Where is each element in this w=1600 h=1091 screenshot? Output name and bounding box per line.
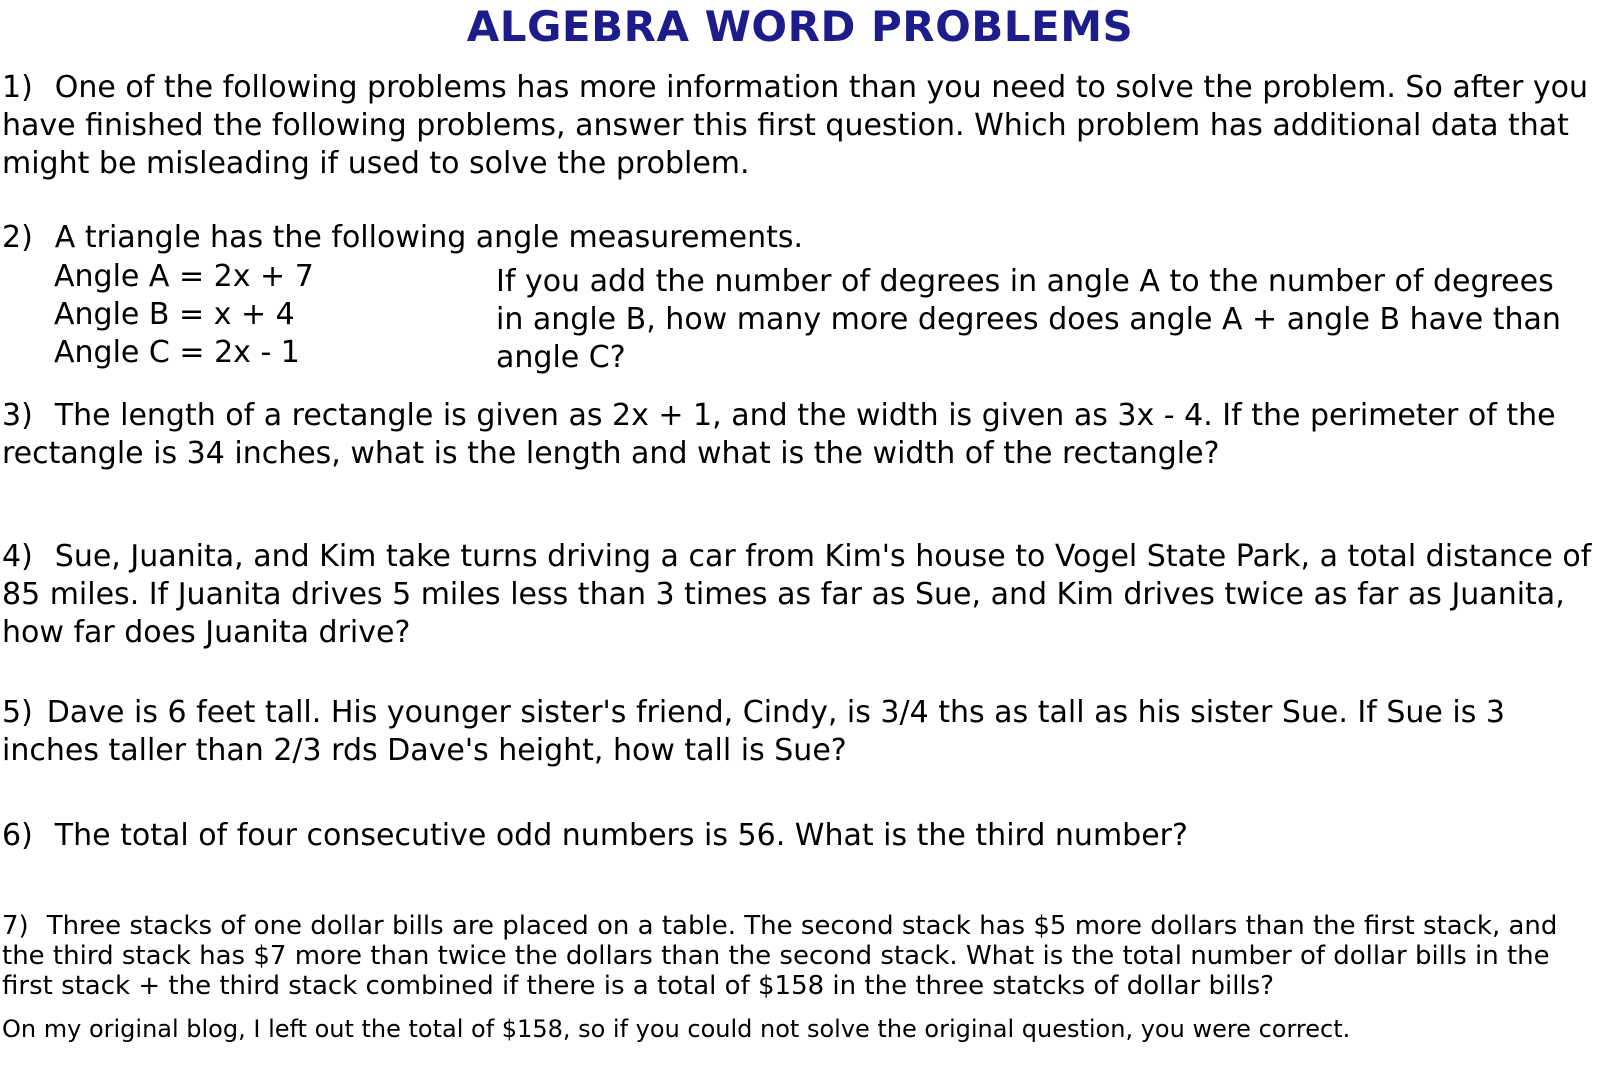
problem-2: [2, 219, 1592, 257]
problem-4: [2, 538, 1592, 652]
problem-number: 7): [2, 911, 29, 941]
problem-number: 4): [2, 539, 33, 574]
problem-5: [2, 694, 1592, 770]
problem-3: [2, 397, 1592, 473]
angle-c: Angle C = 2x - 1: [54, 335, 300, 370]
problem-number: 3): [2, 398, 33, 433]
author-note: On my original blog, I left out the total of $158, so if you could not solve the original question, you were correct.: [2, 1015, 1351, 1043]
problem-text: Dave is 6 feet tall. His younger sister's friend, Cindy, is 3/4 ths as tall as his sister Sue. If Sue is 3 inches taller than 2/3 rds Dave's height, how tall is Sue?: [2, 695, 1506, 768]
problem-6: [2, 817, 1592, 855]
angle-list: [54, 258, 314, 372]
problem-number: 1): [2, 70, 33, 105]
problem-number: 6): [2, 818, 33, 853]
problem-text: The length of a rectangle is given as 2x + 1, and the width is given as 3x - 4. If the perimeter of the rectangle is 34 inches, what is the length and what is the width of the rectangle?: [2, 398, 1556, 471]
problem-text: A triangle has the following angle measurements.: [54, 220, 804, 255]
problem-number: 2): [2, 220, 33, 255]
problem-7: [2, 911, 1592, 1001]
problem-number: 5): [2, 695, 33, 730]
angle-b: Angle B = x + 4: [54, 297, 295, 332]
angle-a: Angle A = 2x + 7: [54, 259, 314, 294]
page-title: ALGEBRA WORD PROBLEMS: [466, 2, 1134, 51]
angle-question: If you add the number of degrees in angle A to the number of degrees in angle B, how many more degrees does angle A + angle B have than angle C?: [496, 264, 1561, 375]
problem-1: [2, 69, 1592, 183]
problem-text: One of the following problems has more information than you need to solve the problem. So after you have finished the following problems, answer this first question. Which problem has additional data that might be misleading if used to solve the problem.: [2, 70, 1588, 181]
problem-text: The total of four consecutive odd numbers is 56. What is the third number?: [54, 818, 1188, 853]
problem-text: Three stacks of one dollar bills are placed on a table. The second stack has $5 more dollars than the first stack, and the third stack has $7 more than twice the dollars than the second stack. What is the total number of dollar bills in the first stack + the third stack combined if there is a total of $158 in the three statcks of dollar bills?: [2, 911, 1558, 1001]
problem-text: Sue, Juanita, and Kim take turns driving a car from Kim's house to Vogel State Park, a total distance of 85 miles. If Juanita drives 5 miles less than 3 times as far as Sue, and Kim drives twice as far as Juanita, how far does Juanita drive?: [2, 539, 1592, 650]
